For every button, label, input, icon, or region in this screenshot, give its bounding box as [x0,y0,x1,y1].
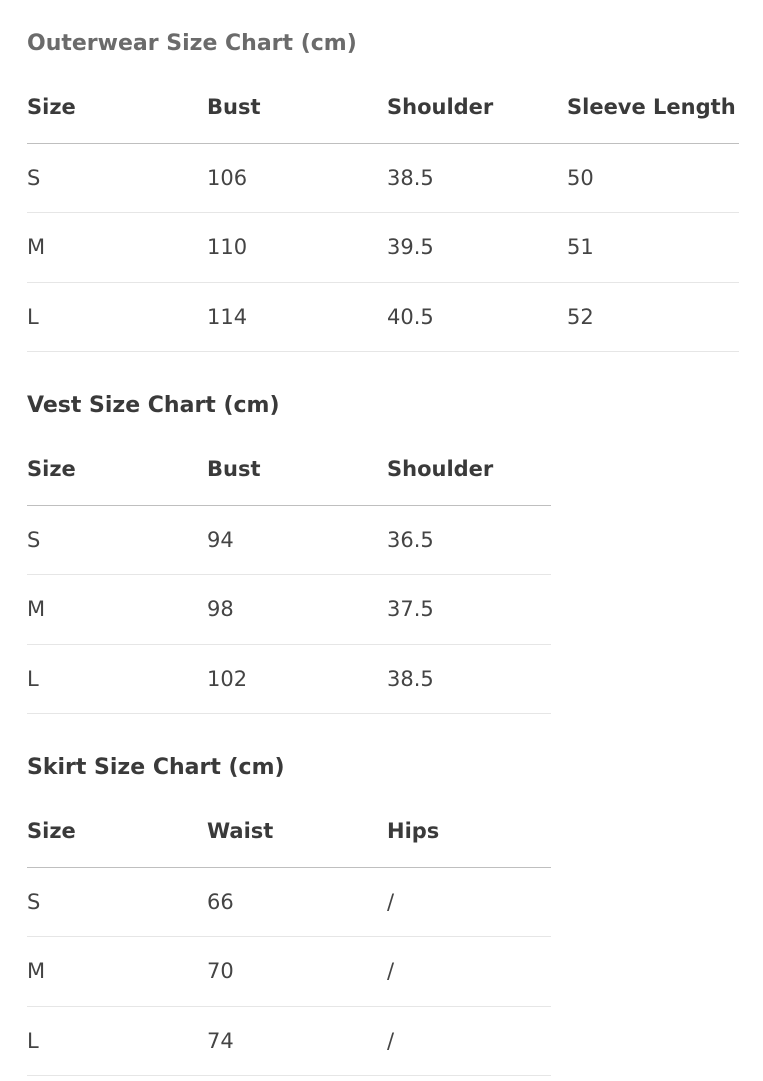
column-header: Shoulder [387,430,551,505]
table-row [27,282,739,352]
table-cell: S [27,505,207,575]
table-cell: M [27,575,207,645]
column-header: Sleeve Length [567,68,739,143]
vest-title: Vest Size Chart (cm) [27,393,280,418]
skirt-size-chart [27,744,551,1076]
table-cell: 98 [207,575,387,645]
table-cell: 38.5 [387,644,551,714]
table-row [27,937,551,1007]
table-header-row [27,430,551,505]
table-cell: 110 [207,213,387,283]
table-header-row [27,792,551,867]
vest-table [27,430,551,714]
table-row [27,575,551,645]
skirt-table [27,792,551,1076]
table-cell: M [27,213,207,283]
table-cell: 38.5 [387,143,567,213]
table-row [27,143,739,213]
table-row [27,644,551,714]
column-header: Waist [207,792,387,867]
table-cell: 94 [207,505,387,575]
table-cell: L [27,1006,207,1076]
table-row [27,1006,551,1076]
table-cell: 39.5 [387,213,567,283]
table-cell: 106 [207,143,387,213]
table-cell: / [387,1006,551,1076]
table-cell: 37.5 [387,575,551,645]
table-row [27,505,551,575]
table-cell: L [27,644,207,714]
column-header: Size [27,430,207,505]
column-header: Hips [387,792,551,867]
table-cell: 102 [207,644,387,714]
table-row [27,213,739,283]
outerwear-title: Outerwear Size Chart (cm) [27,31,357,56]
table-cell: 114 [207,282,387,352]
table-cell: / [387,937,551,1007]
table-cell: / [387,867,551,937]
column-header: Bust [207,68,387,143]
table-cell: 66 [207,867,387,937]
table-cell: S [27,867,207,937]
table-cell: 74 [207,1006,387,1076]
table-row [27,867,551,937]
table-cell: 36.5 [387,505,551,575]
table-cell: S [27,143,207,213]
outerwear-size-chart [27,20,739,352]
table-cell: M [27,937,207,1007]
skirt-title: Skirt Size Chart (cm) [27,755,285,780]
table-cell: 70 [207,937,387,1007]
outerwear-table [27,68,739,352]
table-cell: 51 [567,213,739,283]
table-cell: 40.5 [387,282,567,352]
table-cell: L [27,282,207,352]
table-header-row [27,68,739,143]
table-cell: 50 [567,143,739,213]
column-header: Size [27,68,207,143]
vest-size-chart [27,382,551,714]
column-header: Shoulder [387,68,567,143]
table-cell: 52 [567,282,739,352]
column-header: Bust [207,430,387,505]
column-header: Size [27,792,207,867]
